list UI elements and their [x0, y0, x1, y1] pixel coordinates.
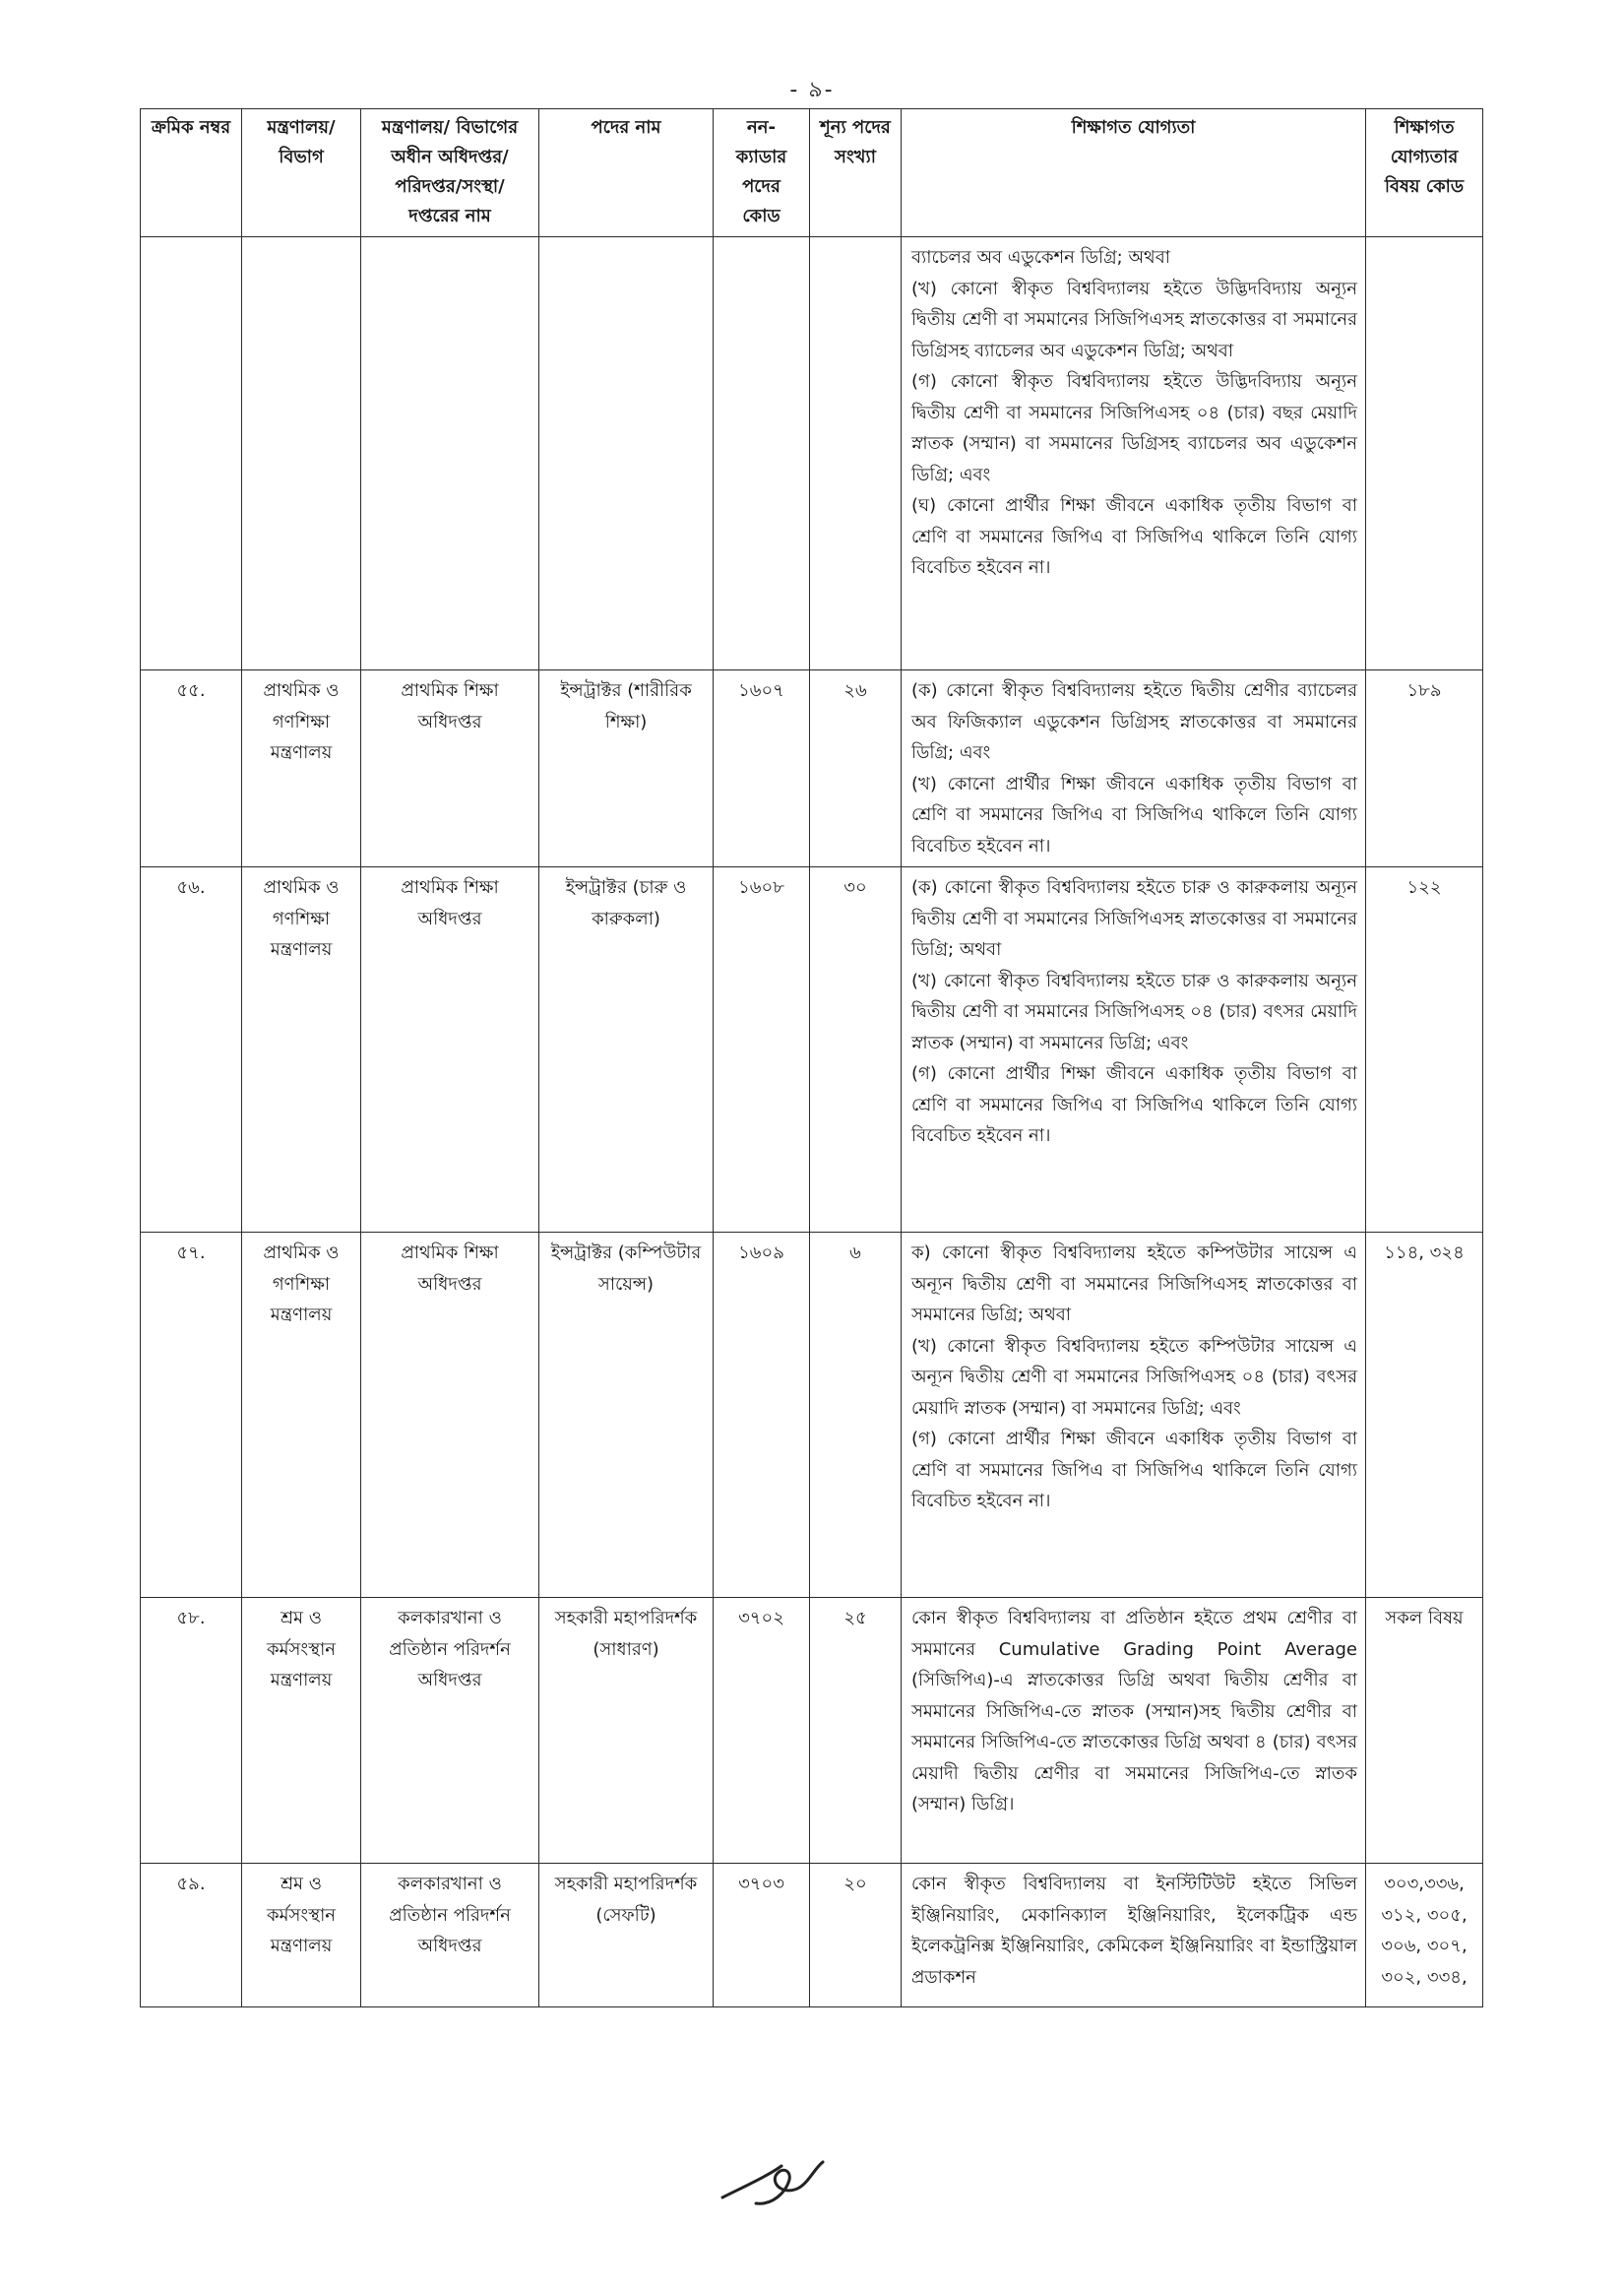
- qualification-clause: (ক) কোনো স্বীকৃত বিশ্ববিদ্যালয় হইতে দ্বিতীয় শ্রেণীর ব্যাচেলর অব ফিজিক্যাল এডুকেশন ডিগ্রিসহ স্নাতকোত্তর বা সমমানের ডিগ্রি; এবং: [911, 680, 1357, 763]
- qualification-cell: [902, 1864, 1366, 2007]
- vacancy-cell: ৬: [810, 1233, 902, 1598]
- subject-code-cell: [1366, 237, 1483, 670]
- serial-cell: [141, 237, 242, 670]
- subject-code-cell: ৩০৩,৩৩৬, ৩১২, ৩০৫, ৩০৬, ৩০৭, ৩০২, ৩৩৪,: [1366, 1864, 1483, 2007]
- qualification-clause: (খ) কোনো প্রার্থীর শিক্ষা জীবনে একাধিক তৃতীয় বিভাগ বা শ্রেণি বা সমমানের জিপিএ বা সিজিপিএ থাকিলে তিনি যোগ্য বিবেচিত হইবেন না।: [911, 773, 1357, 857]
- ministry-cell: শ্রম ও কর্মসংস্থান মন্ত্রণালয়: [242, 1598, 361, 1864]
- table-row: [141, 1233, 1483, 1598]
- post-cell: সহকারী মহাপরিদর্শক (সাধারণ): [539, 1598, 714, 1864]
- header-department: মন্ত্রণালয়/ বিভাগের অধীন অধিদপ্তর/ পরিদপ্তর/সংস্থা/ দপ্তরের নাম: [361, 109, 539, 237]
- ministry-cell: প্রাথমিক ও গণশিক্ষা মন্ত্রণালয়: [242, 670, 361, 867]
- qualification-clause: ক) কোনো স্বীকৃত বিশ্ববিদ্যালয় হইতে কম্পিউটার সায়েন্স এ অন্যূন দ্বিতীয় শ্রেণী বা সমমানের সিজিপিএসহ স্নাতকোত্তর বা সমমানের ডিগ্রি; অথবা: [911, 1242, 1357, 1325]
- post-code-cell: ১৬০৯: [714, 1233, 810, 1598]
- ministry-cell: প্রাথমিক ও গণশিক্ষা মন্ত্রণালয়: [242, 867, 361, 1233]
- qualification-cell: [902, 237, 1366, 670]
- qualification-cell: [902, 1233, 1366, 1598]
- vacancy-cell: ২৬: [810, 670, 902, 867]
- post-cell: [539, 237, 714, 670]
- qualification-clause: (ক) কোনো স্বীকৃত বিশ্ববিদ্যালয় হইতে চারু ও কারুকলায় অন্যূন দ্বিতীয় শ্রেণী বা সমমানের সিজিপিএসহ স্নাতকোত্তর বা সমমানের ডিগ্রি; অথবা: [911, 877, 1357, 960]
- post-cell: ইন্সট্রাক্টর (কম্পিউটার সায়েন্স): [539, 1233, 714, 1598]
- post-code-cell: ১৬০৮: [714, 867, 810, 1233]
- post-code-cell: ১৬০৭: [714, 670, 810, 867]
- subject-code-cell: ১৮৯: [1366, 670, 1483, 867]
- qualification-clause: (খ) কোনো স্বীকৃত বিশ্ববিদ্যালয় হইতে চারু ও কারুকলায় অন্যূন দ্বিতীয় শ্রেণী বা সমমানের সিজিপিএসহ ০৪ (চার) বৎসর মেয়াদি স্নাতক (সম্মান) বা সমমানের ডিগ্রি; এবং: [911, 970, 1357, 1053]
- header-subject-code: শিক্ষাগত যোগ্যতার বিষয় কোড: [1366, 109, 1483, 237]
- serial-cell: ৫৭.: [141, 1233, 242, 1598]
- department-cell: কলকারখানা ও প্রতিষ্ঠান পরিদর্শন অধিদপ্তর: [361, 1864, 539, 2007]
- department-cell: [361, 237, 539, 670]
- qualification-clause: কোন স্বীকৃত বিশ্ববিদ্যালয় বা প্রতিষ্ঠান হইতে প্রথম শ্রেণীর বা সমমানের Cumulative Grading Point Average (সিজিপিএ)-এ স্নাতকোত্তর ডিগ্রি অথবা দ্বিতীয় শ্রেণীর বা সমমানের সিজিপিএ-তে স্নাতক (সম্মান)সহ দ্বিতীয় শ্রেণীর বা সমমানের সিজিপিএ-তে স্নাতকোত্তর ডিগ্রি অথবা ৪ (চার) বৎসর মেয়াদী দ্বিতীয় শ্রেণীর বা সমমানের সিজিপিএ-তে স্নাতক (সম্মান) ডিগ্রি।: [911, 1608, 1357, 1814]
- table-header-row: [141, 109, 1483, 237]
- page-number: - ৯-: [789, 78, 835, 102]
- header-serial: ক্রমিক নম্বর: [141, 109, 242, 237]
- qualification-clause: কোন স্বীকৃত বিশ্ববিদ্যালয় বা ইনস্টিটিউট হইতে সিভিল ইঞ্জিনিয়ারিং, মেকানিক্যাল ইঞ্জিনিয়ারিং, ইলেকট্রিক এন্ড ইলেকট্রনিক্স ইঞ্জিনিয়ারিং, কেমিকেল ইঞ্জিনিয়ারিং বা ইন্ডাস্ট্রিয়াল প্রডাকশন: [911, 1874, 1357, 1988]
- ministry-cell: [242, 237, 361, 670]
- department-cell: প্রাথমিক শিক্ষা অধিদপ্তর: [361, 670, 539, 867]
- post-cell: ইন্সট্রাক্টর (শারীরিক শিক্ষা): [539, 670, 714, 867]
- header-vacancy: শূন্য পদের সংখ্যা: [810, 109, 902, 237]
- table-row: [141, 237, 1483, 670]
- header-qualification: শিক্ষাগত যোগ্যতা: [902, 109, 1366, 237]
- vacancy-cell: ২০: [810, 1864, 902, 2007]
- vacancy-cell: [810, 237, 902, 670]
- qualification-clause: (ঘ) কোনো প্রার্থীর শিক্ষা জীবনে একাধিক তৃতীয় বিভাগ বা শ্রেণি বা সমমানের জিপিএ বা সিজিপিএ থাকিলে তিনি যোগ্য বিবেচিত হইবেন না।: [911, 495, 1357, 578]
- ministry-cell: শ্রম ও কর্মসংস্থান মন্ত্রণালয়: [242, 1864, 361, 2007]
- subject-code-cell: সকল বিষয়: [1366, 1598, 1483, 1864]
- qualification-clause: (গ) কোনো প্রার্থীর শিক্ষা জীবনে একাধিক তৃতীয় বিভাগ বা শ্রেণি বা সমমানের জিপিএ বা সিজিপিএ থাকিলে তিনি যোগ্য বিবেচিত হইবেন না।: [911, 1063, 1357, 1146]
- table-row: [141, 1598, 1483, 1864]
- serial-cell: ৫৬.: [141, 867, 242, 1233]
- qualification-cell: [902, 1598, 1366, 1864]
- header-code: নন- ক্যাডার পদের কোড: [714, 109, 810, 237]
- subject-code-cell: ১২২: [1366, 867, 1483, 1233]
- qualification-clause: (গ) কোনো প্রার্থীর শিক্ষা জীবনে একাধিক তৃতীয় বিভাগ বা শ্রেণি বা সমমানের জিপিএ বা সিজিপিএ থাকিলে তিনি যোগ্য বিবেচিত হইবেন না।: [911, 1429, 1357, 1511]
- post-cell: সহকারী মহাপরিদর্শক (সেফটি): [539, 1864, 714, 2007]
- department-cell: প্রাথমিক শিক্ষা অধিদপ্তর: [361, 867, 539, 1233]
- department-cell: প্রাথমিক শিক্ষা অধিদপ্তর: [361, 1233, 539, 1598]
- subject-code-cell: ১১৪, ৩২৪: [1366, 1233, 1483, 1598]
- header-post: পদের নাম: [539, 109, 714, 237]
- table-row: [141, 867, 1483, 1233]
- post-code-cell: [714, 237, 810, 670]
- header-ministry: মন্ত্রণালয়/ বিভাগ: [242, 109, 361, 237]
- qualification-clause: ব্যাচেলর অব এডুকেশন ডিগ্রি; অথবা: [911, 247, 1170, 268]
- signature-mark: [717, 2146, 835, 2215]
- qualification-clause: (গ) কোনো স্বীকৃত বিশ্ববিদ্যালয় হইতে উদ্ভিদবিদ্যায় অন্যূন দ্বিতীয় শ্রেণী বা সমমানের সিজিপিএসহ ০৪ (চার) বছর মেয়াদি স্নাতক (সম্মান) বা সমমানের ডিগ্রিসহ ব্যাচেলর অব এডুকেশন ডিগ্রি; এবং: [911, 371, 1357, 485]
- qualification-cell: [902, 670, 1366, 867]
- post-code-cell: ৩৭০২: [714, 1598, 810, 1864]
- serial-cell: ৫৯.: [141, 1864, 242, 2007]
- ministry-cell: প্রাথমিক ও গণশিক্ষা মন্ত্রণালয়: [242, 1233, 361, 1598]
- table-row: [141, 670, 1483, 867]
- department-cell: কলকারখানা ও প্রতিষ্ঠান পরিদর্শন অধিদপ্তর: [361, 1598, 539, 1864]
- recruitment-table: [140, 108, 1483, 2007]
- serial-cell: ৫৮.: [141, 1598, 242, 1864]
- qualification-cell: [902, 867, 1366, 1233]
- qualification-clause: (খ) কোনো স্বীকৃত বিশ্ববিদ্যালয় হইতে উদ্ভিদবিদ্যায় অন্যূন দ্বিতীয় শ্রেণী বা সমমানের সিজিপিএসহ স্নাতকোত্তর বা সমমানের ডিগ্রিসহ ব্যাচেলর অব এডুকেশন ডিগ্রি; অথবা: [911, 278, 1357, 361]
- serial-cell: ৫৫.: [141, 670, 242, 867]
- qualification-clause: (খ) কোনো স্বীকৃত বিশ্ববিদ্যালয় হইতে কম্পিউটার সায়েন্স এ অন্যূন দ্বিতীয় শ্রেণী বা সমমানের সিজিপিএসহ ০৪ (চার) বৎসর মেয়াদি স্নাতক (সম্মান) বা সমমানের ডিগ্রি; এবং: [911, 1335, 1357, 1419]
- vacancy-cell: ৩০: [810, 867, 902, 1233]
- vacancy-cell: ২৫: [810, 1598, 902, 1864]
- table-row: [141, 1864, 1483, 2007]
- table-body: [141, 237, 1483, 2007]
- post-cell: ইন্সট্রাক্টর (চারু ও কারুকলা): [539, 867, 714, 1233]
- post-code-cell: ৩৭০৩: [714, 1864, 810, 2007]
